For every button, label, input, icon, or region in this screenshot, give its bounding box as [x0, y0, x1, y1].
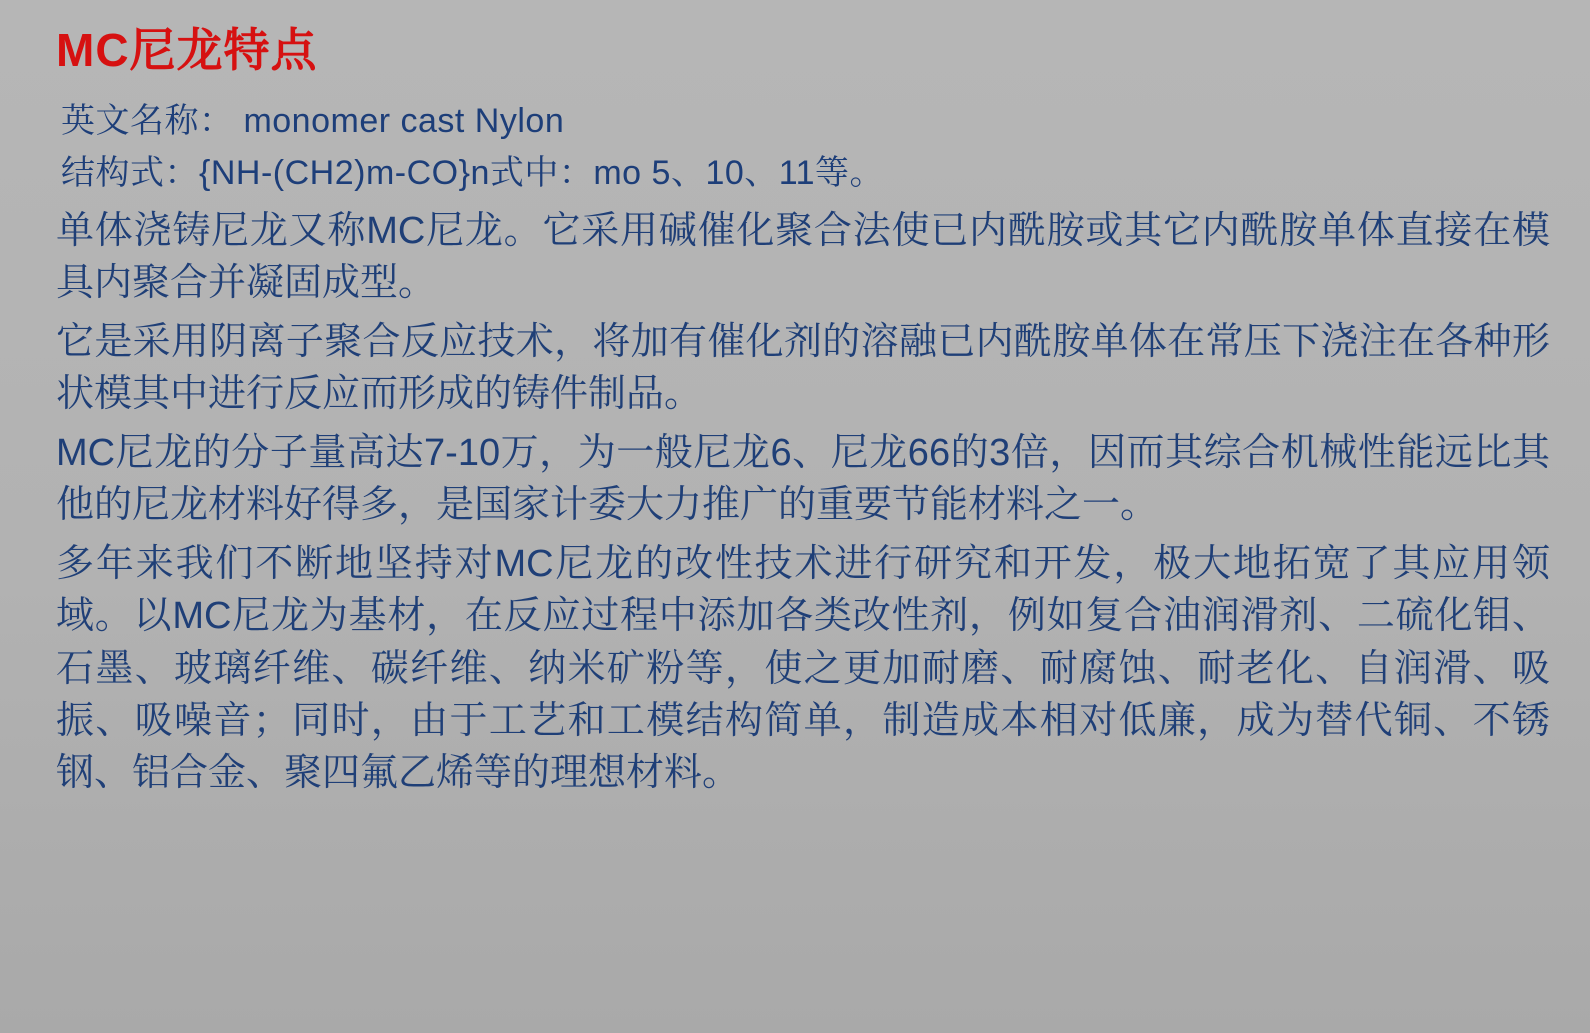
slide-body [56, 100, 1550, 800]
paragraph-definition: 单体浇铸尼龙又称MC尼龙。它采用碱催化聚合法使已内酰胺或其它内酰胺单体直接在模具内聚合并凝固成型。 [56, 210, 1550, 305]
page-title: MC尼龙特点 [56, 24, 318, 76]
paragraph-properties: MC尼龙的分子量高达7-10万，为一般尼龙6、尼龙66的3倍，因而其综合机械性能远比其他的尼龙材料好得多，是国家计委大力推广的重要节能材料之一。 [56, 431, 1550, 527]
english-name-line: 英文名称： monomer cast Nylon [61, 102, 565, 140]
paragraph-modification: 多年来我们不断地坚持对MC尼龙的改性技术进行研究和开发，极大地拓宽了其应用领域。以MC尼龙为基材，在反应过程中添加各类改性剂，例如复合油润滑剂、二硫化钼、石墨、玻璃纤维、碳纤维、纳米矿粉等，使之更加耐磨、耐腐蚀、耐老化、自润滑、吸振、吸噪音；同时，由于工艺和工模结构简单，制造成本相对低廉，成为替代铜、不锈钢、铝合金、聚四氟乙烯等的理想材料。 [56, 542, 1550, 795]
structure-formula-line: 结构式：{NH-(CH2)m-CO}n式中：mo 5、10、11等。 [61, 153, 885, 192]
paragraph-process: 它是采用阴离子聚合反应技术，将加有催化剂的溶融已内酰胺单体在常压下浇注在各种形状模其中进行反应而形成的铸件制品。 [56, 320, 1550, 416]
